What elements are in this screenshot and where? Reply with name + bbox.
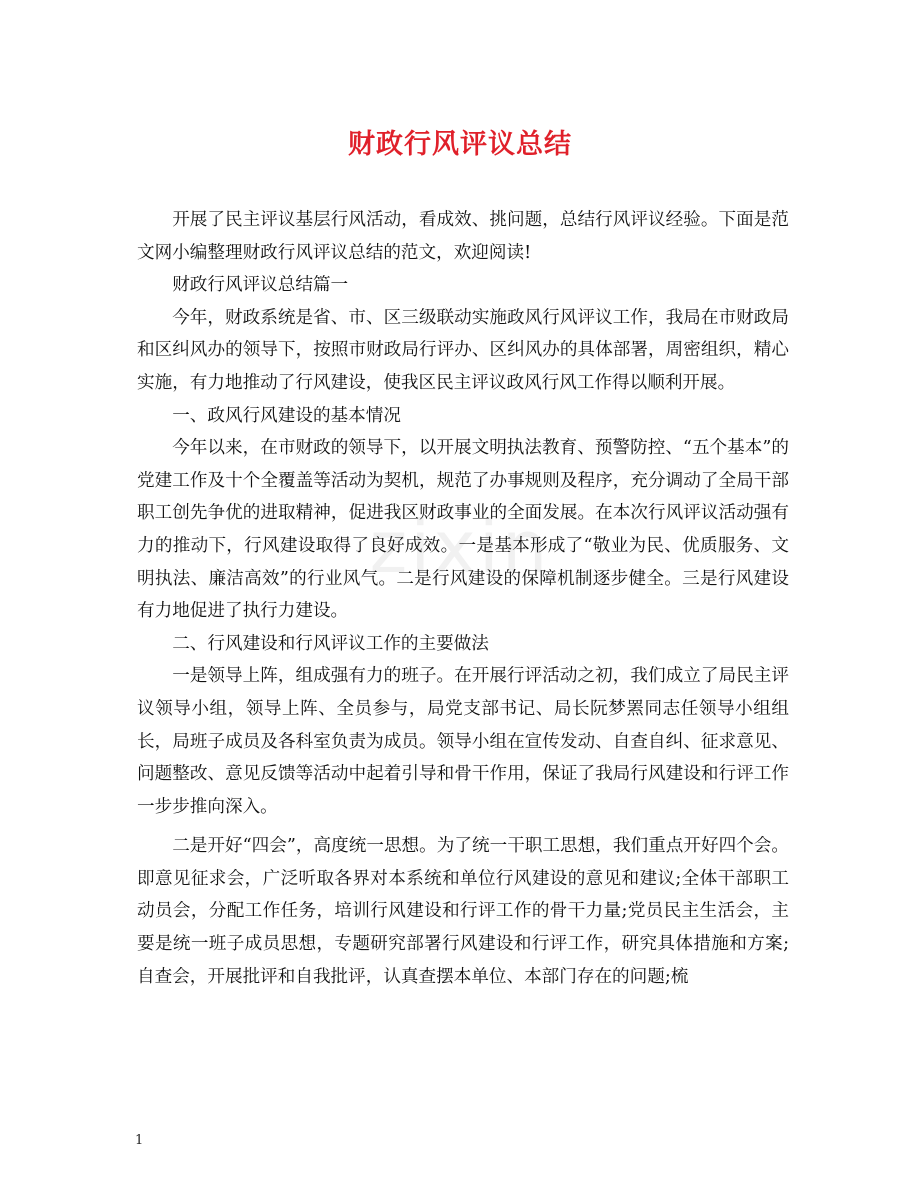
- document-body: [137, 204, 789, 993]
- paragraph-intro: 开展了民主评议基层行风活动，看成效、挑问题，总结行风评议经验。下面是范文网小编整理财政行风评议总结的范文，欢迎阅读!: [137, 210, 789, 263]
- paragraph-leadership: 一是领导上阵，组成强有力的班子。在开展行评活动之初，我们成立了局民主评议领导小组，领导上阵、全员参与，局党支部书记、局长阮梦罴同志任领导小组组长，局班子成员及各科室负责为成员。领导小组在宣传发动、自查自纠、征求意见、问题整改、意见反馈等活动中起着引导和骨干作用，保证了我局行风建设和行评工作一步步推向深入。: [137, 666, 789, 817]
- page-number: 1: [135, 1133, 144, 1148]
- watermark: zixin: [369, 505, 551, 589]
- page-title: 财政行风评议总结: [348, 129, 572, 160]
- paragraph-basic-situation: 今年以来，在市财政的领导下，以开展文明执法教育、预警防控、“五个基本”的党建工作及十个全覆盖等活动为契机，规范了办事规则及程序，充分调动了全局干部职工创先争优的进取精神，促进我区财政事业的全面发展。在本次行风评议活动强有力的推动下，行风建设取得了良好成效。一是基本形成了“敬业为民、优质服务、文明执法、廉洁高效”的行业风气。二是行风建设的保障机制逐步健全。三是行风建设有力地促进了执行力建设。: [137, 438, 789, 622]
- paragraph-four-meetings: 二是开好“四会”，高度统一思想。为了统一干职工思想，我们重点开好四个会。即意见征求会，广泛听取各界对本系统和单位行风建设的意见和建议;全体干部职工动员会，分配工作任务，培训行风建设和行评工作的骨干力量;党员民主生活会，主要是统一班子成员思想，专题研究部署行风建设和行评工作，研究具体措施和方案;自查会，开展批评和自我批评，认真查摆本单位、本部门存在的问题;梳: [137, 836, 789, 987]
- paragraph-heading-1: 一、政风行风建设的基本情况: [172, 405, 401, 426]
- paragraph-overview: 今年，财政系统是省、市、区三级联动实施政风行风评议工作，我局在市财政局和区纠风办的领导下，按照市财政局行评办、区纠风办的具体部署，周密组织，精心实施，有力地推动了行风建设，使我区民主评议政风行风工作得以顺利开展。: [137, 307, 789, 393]
- paragraph-section-heading: 财政行风评议总结篇一: [172, 275, 349, 296]
- paragraph-heading-2: 二、行风建设和行风评议工作的主要做法: [172, 633, 489, 654]
